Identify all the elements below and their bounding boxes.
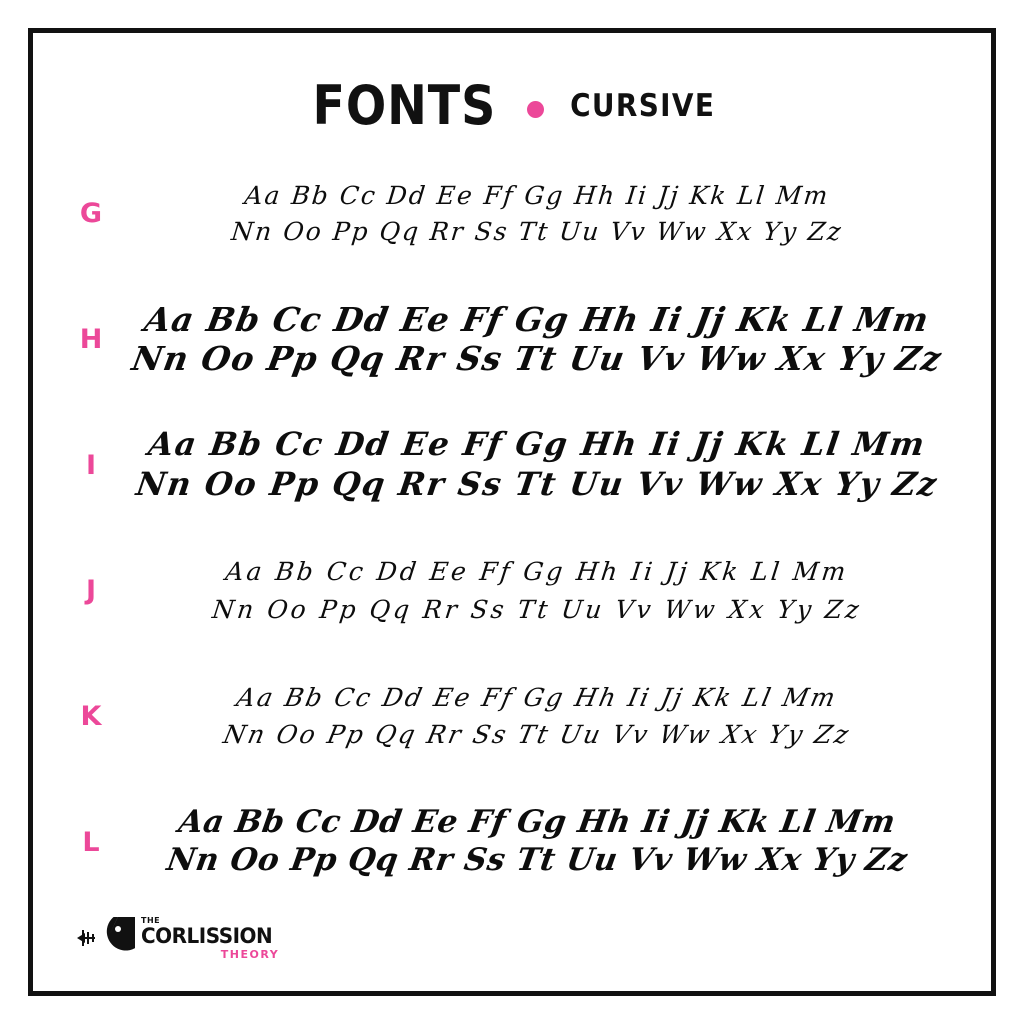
font-specimen-g xyxy=(119,178,961,249)
footer xyxy=(63,905,961,971)
row-label-k: K xyxy=(80,700,102,732)
row-label-g: G xyxy=(79,198,103,230)
font-specimen-k xyxy=(119,679,961,754)
poster-frame xyxy=(28,28,996,996)
font-sample-row xyxy=(63,539,961,643)
page-subtitle: CURSIVE xyxy=(570,87,716,124)
specimen-line-upper: Aa Bb Cc Dd Ee Ff Gg Hh Ii Jj Kk Ll Mm xyxy=(146,425,929,464)
page-title: FONTS xyxy=(312,74,497,137)
font-specimen-j xyxy=(119,553,961,628)
font-sample-row xyxy=(63,162,961,266)
specimen-line-lower: Nn Oo Pp Qq Rr Ss Tt Uu Vv Ww Xx Yy Zz xyxy=(133,465,941,504)
brand-logo xyxy=(77,917,279,960)
font-sample-row xyxy=(63,790,961,894)
specimen-line-lower: Nn Oo Pp Qq Rr Ss Tt Uu Vv Ww Xx Yy Zz xyxy=(210,594,864,624)
row-label-h: H xyxy=(79,323,103,355)
specimen-line-lower: Nn Oo Pp Qq Rr Ss Tt Uu Vv Ww Xx Yy Zz xyxy=(164,842,910,879)
pacman-arrow-logo-icon xyxy=(77,917,135,959)
specimen-line-upper: Aa Bb Cc Dd Ee Ff Gg Hh Ii Jj Kk Ll Mm xyxy=(141,299,933,339)
brand-name: CORLISSION xyxy=(141,923,273,948)
font-specimen-l xyxy=(119,804,961,880)
font-specimen-i xyxy=(119,425,961,504)
font-sample-row xyxy=(63,287,961,391)
row-label-j: J xyxy=(85,575,97,607)
specimen-line-lower: Nn Oo Pp Qq Rr Ss Tt Uu Vv Ww Xx Yy Zz xyxy=(229,216,845,246)
font-sample-row xyxy=(63,664,961,768)
font-specimen-h xyxy=(119,300,961,379)
specimen-line-lower: Nn Oo Pp Qq Rr Ss Tt Uu Vv Ww Xx Yy Zz xyxy=(220,720,854,750)
row-label-i: I xyxy=(85,449,97,481)
specimen-line-upper: Aa Bb Cc Dd Ee Ff Gg Hh Ii Jj Kk Ll Mm xyxy=(233,682,841,712)
brand-sub: THEORY xyxy=(220,947,280,961)
dot-icon xyxy=(527,101,544,118)
font-sample-row xyxy=(63,413,961,517)
specimen-line-upper: Aa Bb Cc Dd Ee Ff Gg Hh Ii Jj Kk Ll Mm xyxy=(223,557,851,587)
specimen-line-lower: Nn Oo Pp Qq Rr Ss Tt Uu Vv Ww Xx Yy Zz xyxy=(129,339,945,379)
row-label-l: L xyxy=(82,826,100,858)
page-header xyxy=(63,67,961,145)
specimen-line-upper: Aa Bb Cc Dd Ee Ff Gg Hh Ii Jj Kk Ll Mm xyxy=(176,804,899,841)
brand-logo-text xyxy=(141,917,279,960)
specimen-line-upper: Aa Bb Cc Dd Ee Ff Gg Hh Ii Jj Kk Ll Mm xyxy=(243,181,831,211)
font-sample-list xyxy=(63,145,961,905)
brand-the: THE xyxy=(141,915,161,925)
